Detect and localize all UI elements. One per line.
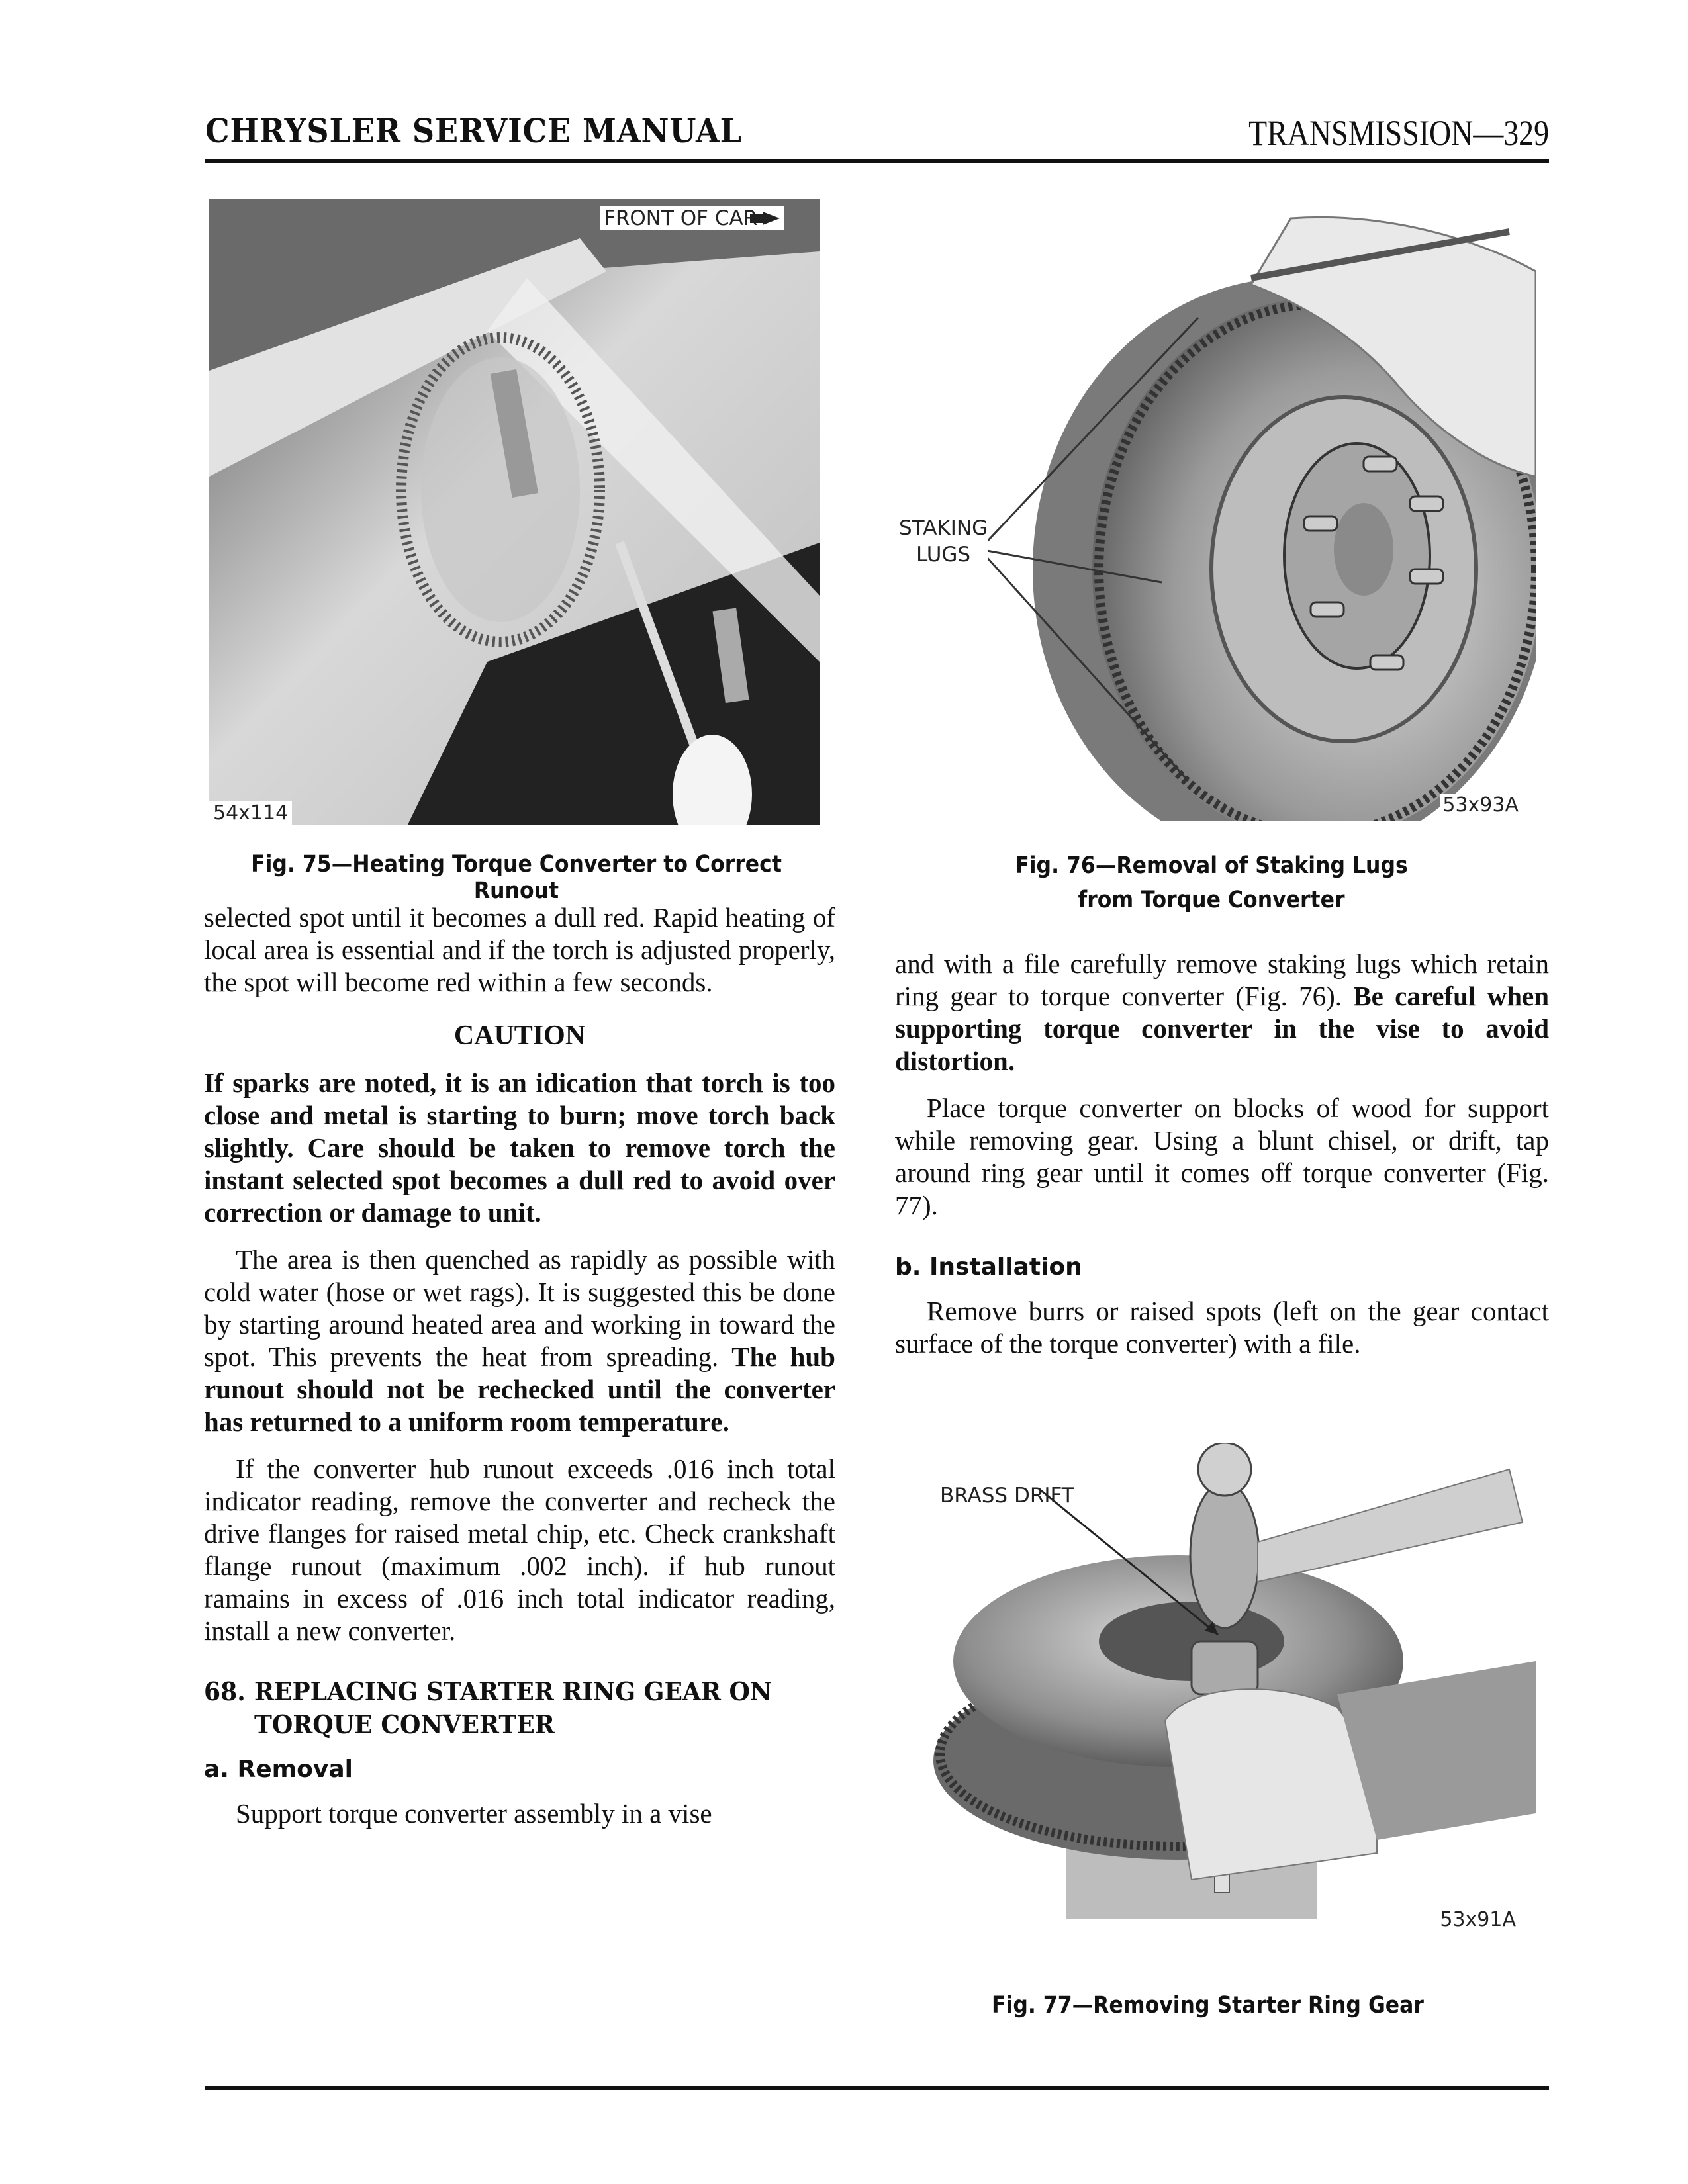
- subsection-heading: b. Installation: [895, 1253, 1082, 1281]
- paragraph: If the converter hub runout exceeds .016 inch total indicator reading, remove the converter and recheck the drive flanges for raised metal chip, etc. Check crankshaft flange runout (maximum .002 inch). if hub runout ramains in excess of .016 inch total indicator reading, install a new converter.: [204, 1453, 835, 1646]
- fig75-caption: Fig. 75—Heating Torque Converter to Correct Runout: [251, 851, 782, 904]
- left-column: [204, 901, 835, 1844]
- section-heading: 68. REPLACING STARTER RING GEAR ON TORQUE CONVERTER: [204, 1676, 773, 1739]
- footer-rule: [205, 2086, 1549, 2090]
- paragraph: The area is then quenched as rapidly as possible with cold water (hose or wet rags). It is suggested this be done by starting around heated area and working in toward the spot. This prevents the heat from spreading. The hub runout should not be rechecked until the converter has returned to a uniform room temperature.: [204, 1244, 835, 1437]
- fig77-photo: [914, 1443, 1536, 1946]
- fig75-photo: [209, 199, 820, 825]
- fig77-caption: Fig. 77—Removing Starter Ring Gear: [992, 1992, 1424, 2019]
- page-section-number: TRANSMISSION—329: [1248, 113, 1549, 153]
- caution-heading: CAUTION: [453, 1021, 586, 1051]
- manual-title: CHRYSLER SERVICE MANUAL: [205, 111, 742, 150]
- paragraph: selected spot until it becomes a dull red. Rapid heating of local area is essential and if the torch is adjusted properly, the spot will become red within a few seconds.: [204, 902, 835, 997]
- paragraph: and with a file carefully remove staking lugs which retain ring gear to torque converter (Fig. 76). Be careful when supporting torque converter in the vise to avoid distortion.: [895, 948, 1549, 1076]
- fig77-illustration: [914, 1443, 1536, 1946]
- paragraph: Place torque converter on blocks of wood for support while removing gear. Using a blunt chisel, or drift, tap around ring gear until it comes off torque converter (Fig. 77).: [895, 1093, 1549, 1220]
- arrow-right-icon: [763, 212, 780, 225]
- subsection-heading: a. Removal: [204, 1756, 353, 1783]
- staking-lugs-callout: STAKING LUGS: [899, 516, 988, 567]
- paragraph: Support torque converter assembly in a vise: [236, 1798, 712, 1829]
- fig76-code: 53x93A: [1440, 794, 1521, 817]
- fig76-photo: [880, 199, 1536, 821]
- right-column: [895, 948, 1549, 1375]
- fig76-caption: Fig. 76—Removal of Staking Lugs from Torque Converter: [1015, 852, 1408, 913]
- caution-text: If sparks are noted, it is an idication that torch is too close and metal is starting to burn; move torch back slightly. Care should be taken to remove torch the instant selected spot becomes a dull red to avoid over correction or damage to unit.: [204, 1068, 835, 1228]
- header-rule: [205, 159, 1549, 163]
- fig75-illustration: [209, 199, 820, 825]
- fig77-code: 53x91A: [1440, 1908, 1516, 1931]
- fig76-illustration: [880, 199, 1536, 821]
- paragraph: Remove burrs or raised spots (left on the gear contact surface of the torque converter) with a file.: [895, 1296, 1549, 1359]
- front-of-car-callout: FRONT OF CAR: [600, 206, 784, 230]
- brass-drift-callout: BRASS DRIFT: [940, 1484, 1074, 1508]
- fig75-code: 54x114: [209, 801, 292, 825]
